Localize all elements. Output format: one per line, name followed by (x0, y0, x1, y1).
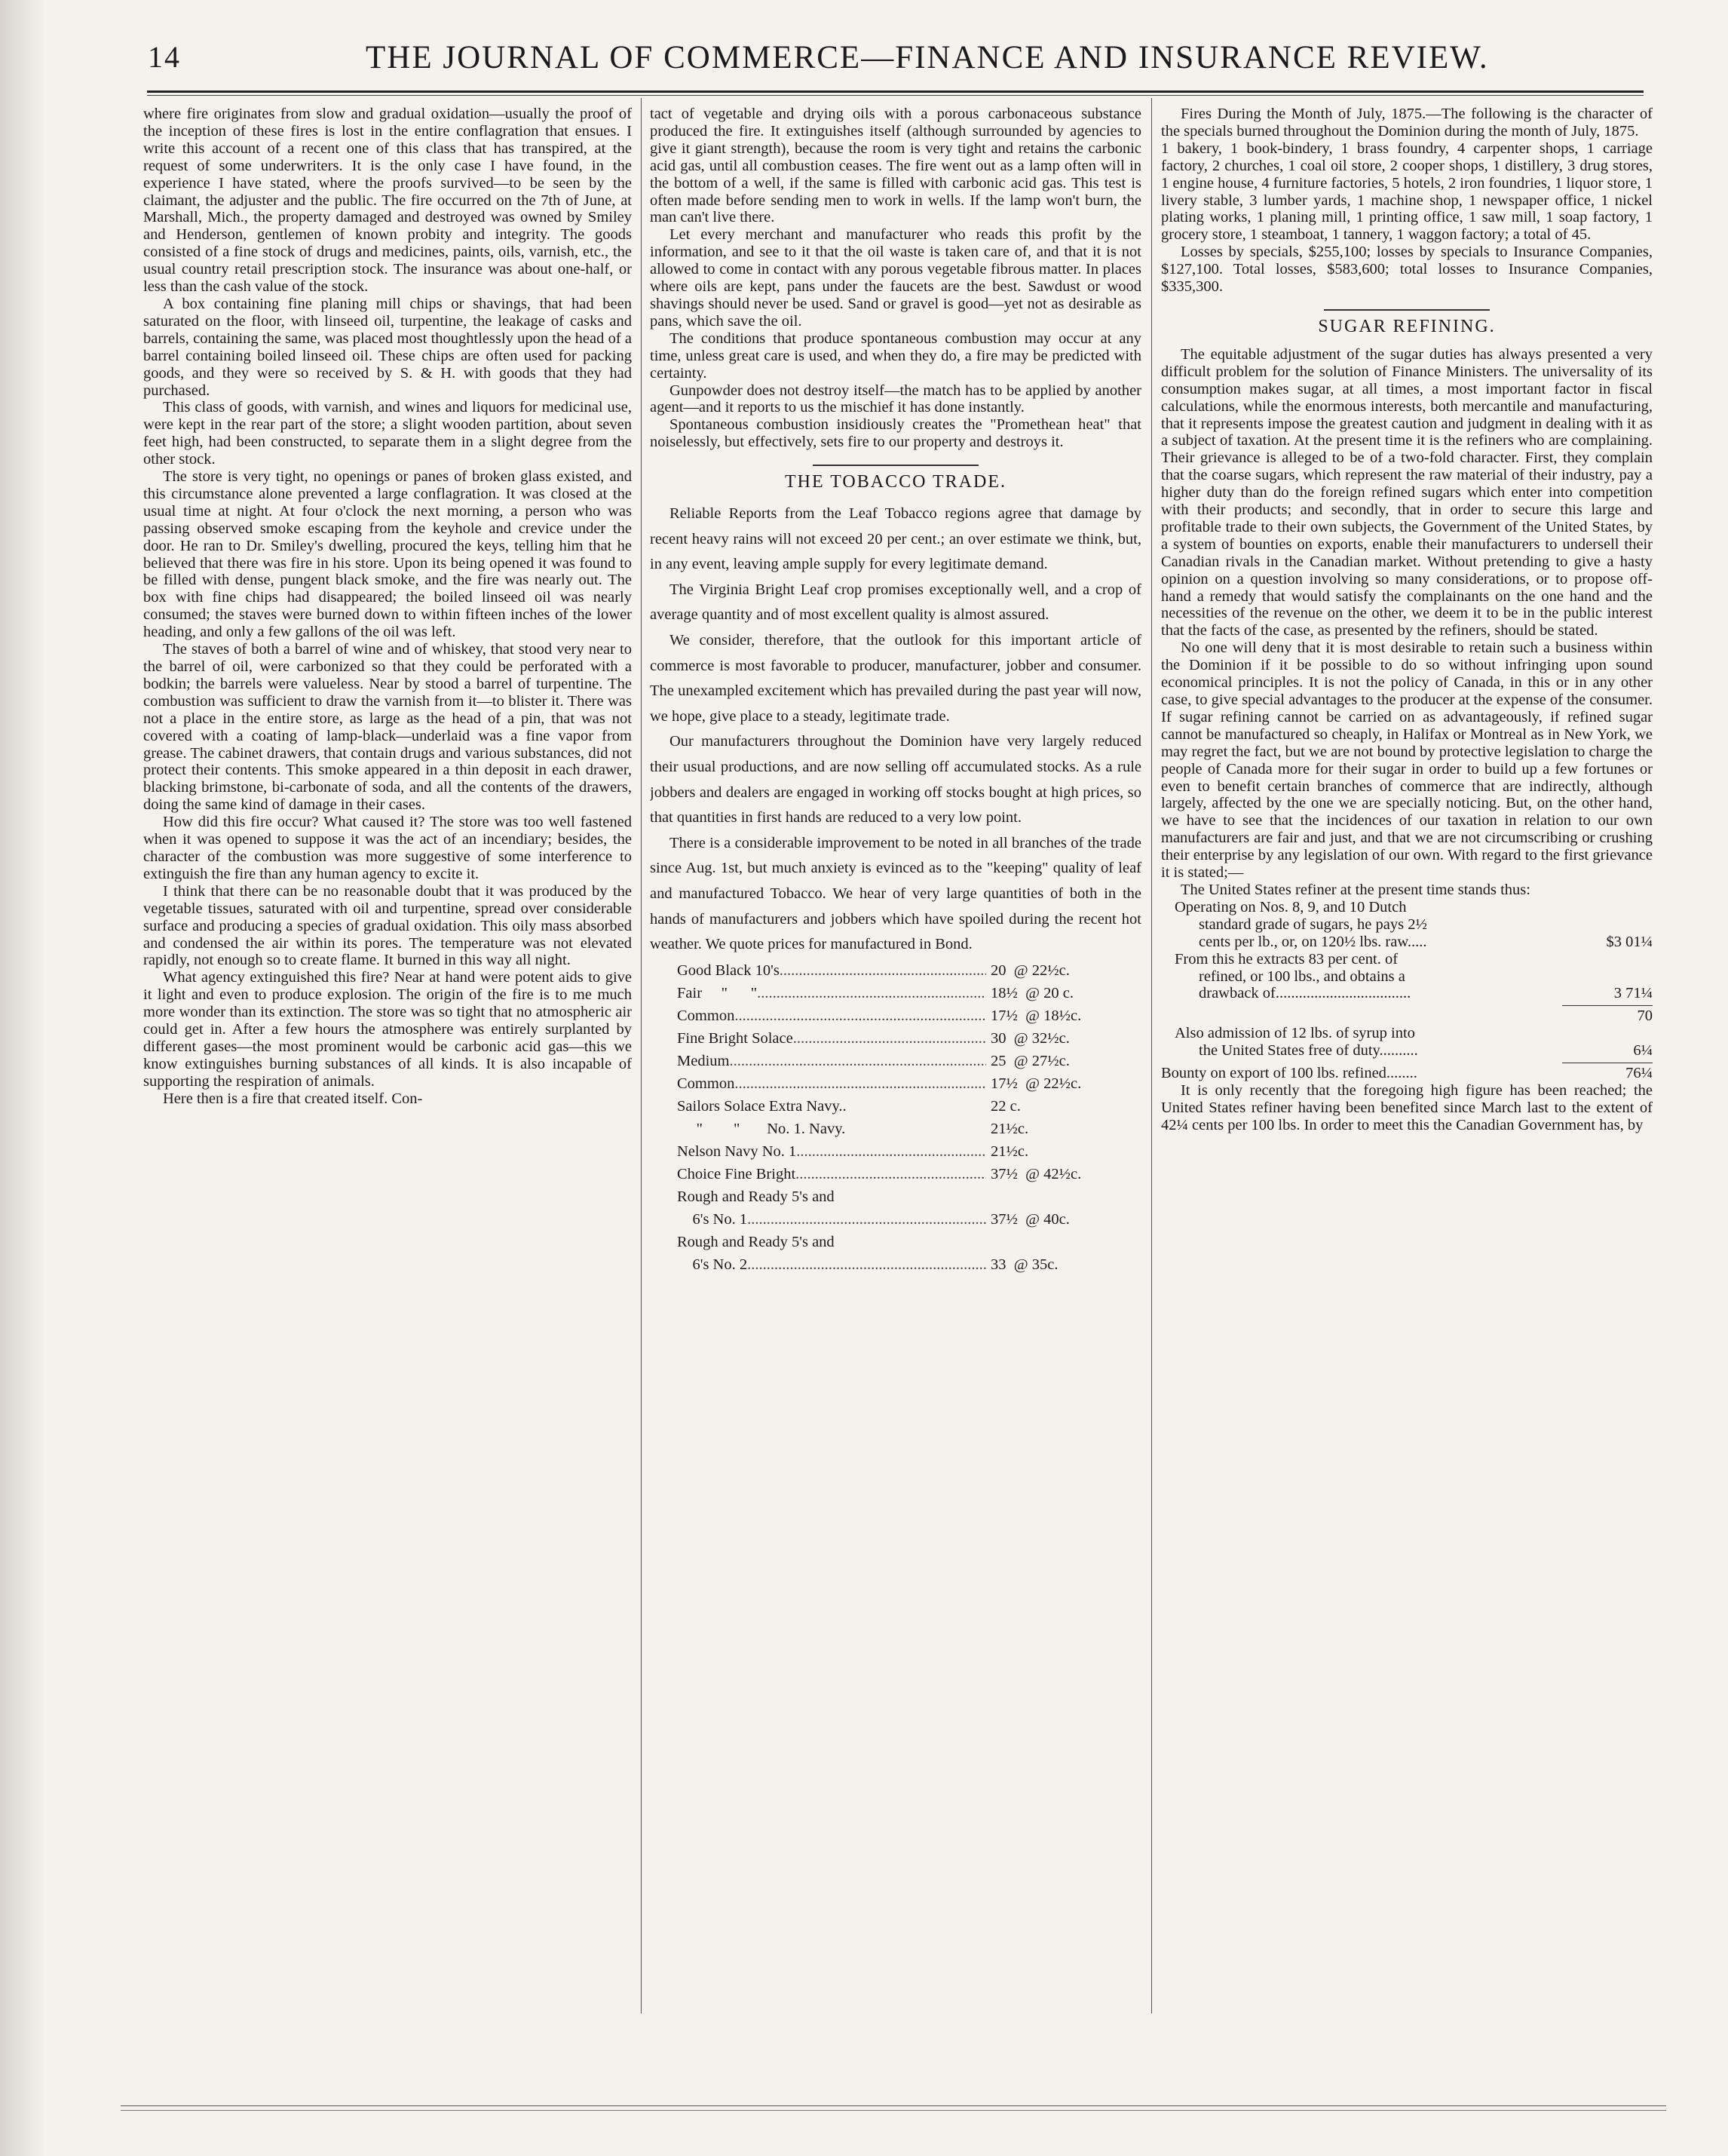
calc-label: Also admission of 12 lbs. of syrup into (1175, 1025, 1415, 1042)
paragraph: We consider, therefore, that the outlook for this important article of commerce is most favorable to producer, manufacturer, jobber and consumer. The unexampled excitement which has prevailed during the past year will now, we hope, give place to a steady, legitimate trade. (650, 632, 1141, 725)
calc-subtotal: 70 (1637, 1007, 1653, 1025)
column-combustion-tobacco (650, 106, 1141, 2006)
calc-label: refined, or 100 lbs., and obtains a (1199, 968, 1405, 985)
paragraph: Spontaneous combustion insidiously creates the "Promethean heat" that noiselessly, but effectively, sets fire to our property and destroys it. (650, 416, 1141, 451)
sum-rule (1562, 1005, 1653, 1006)
leader-dots (793, 1027, 986, 1050)
price-value: 17½ @ 22½c. (991, 1075, 1082, 1092)
paragraph: The equitable adjustment of the sugar duties has always presented a very difficult problem for the solution of Finance Ministers. The universality of its consumption makes sugar, at all times, a most important factor in fiscal calculations, while the enormous interests, both mercantile and manufacturing, that it represents impose the greatest caution and judgment in dealing with it as a subject of taxation. At the present time it is the refiners who are complaining. Their grievance is alleged to be of a two-fold character. First, they complain that the coarse sugars, which represent the raw material of their industry, pay a higher duty than do the foreign refined sugars which enter into competition with their products; and secondly, that in order to secure this large and profitable trade to their own subjects, the Government of the United States, by a system of bounties on exports, enable their manufacturers to undersell their Canadian rivals in the Canadian market. Without pretending to give a hasty opinion on a question involving so many considerations, or to propose off-hand a remedy that would satisfy the complainants on the one hand and the necessities of the revenue on the other, we deem it to be in the public interest that the facts of the case, as presented by the refiners, should be stated. (1161, 345, 1653, 639)
paragraph: The United States refiner at the present time stands thus: (1181, 881, 1530, 898)
price-row (677, 1050, 1141, 1072)
price-row (677, 1163, 1141, 1185)
journal-title: THE JOURNAL OF COMMERCE—FINANCE AND INSURANCE REVIEW. (366, 40, 1489, 75)
calc-label: standard grade of sugars, he pays 2½ (1199, 915, 1427, 933)
price-item: Fine Bright Solace (677, 1029, 793, 1047)
fires-losses: Losses by specials, $255,100; losses by specials to Insurance Companies, $127,100. Total losses, $583,600; total losses to Insurance Companies, $335,300. (1161, 244, 1653, 296)
paragraph: The staves of both a barrel of wine and of whiskey, that stood very near to the barrel of oil, were carbonized so that they could be perforated with a bodkin; the barrels were valueless. Near by stood a barrel of turpentine. The combustion was sufficient to draw the varnish from it—to blister it. There was not a place in the entire store, as large as the head of a pin, that was not covered with a coating of lamp-black—underlaid was a fine vapor from grease. The cabinet drawers, that contain drugs and various substances, did not protect their contents. This smoke appeared in a thin deposit in each drawer, blacking brimstone, bi-carbonate of soda, and all the contents of the drawers, doing the same kind of damage in their cases. (143, 641, 632, 814)
calc-row (1161, 899, 1653, 916)
paragraph: No one will deny that it is most desirable to retain such a business within the Dominion if it be possible to do so without infringing upon sound economical principles. It is not the policy of Canada, in this or in any other case, to give special advantages to the producer at the expense of the consumer. If sugar refining cannot be carried on as advantageously, if refined sugar cannot be manufactured so cheaply, in Halifax or Montreal as in New York, we may regret the fact, but we are not bound by protective legislation to charge the people of Canada more for their sugar in order to build up a few fortunes or even to benefit certain branches of commerce that are indirectly, although largely, affected by the one we are specially noticing. But, on the other hand, we have to see that the incidences of our taxation in relation to our own manufacturers are fair and just, and that we are not circumscribing or crushing their enterprise by any legislation of our own. With regard to the first grievance it is stated;— (1161, 639, 1653, 882)
tobacco-article (650, 501, 1141, 958)
tobacco-heading: THE TOBACCO TRADE. (784, 472, 1007, 492)
price-row (677, 1118, 1141, 1140)
paragraph: Let every merchant and manufacturer who reads this profit by the information, and see to it that the oil waste is taken care of, and that it is not allowed to come in contact with any porous vegetable fibrous matter. In places where oils are kept, pans under the faucets are the best. Sawdust or wood shavings should never be used. Sand or gravel is good—yet not as desirable as pans, which save the oil. (650, 226, 1141, 330)
price-item: Common (677, 1075, 735, 1092)
leader-dots (747, 1208, 986, 1231)
price-value: 30 @ 32½c. (991, 1029, 1070, 1047)
fires-intro: Fires During the Month of July, 1875.—The following is the character of the specials burned throughout the Dominion during the month of July, 1875. (1161, 106, 1653, 140)
header-rule-thin (147, 95, 1644, 96)
paragraph: It is only recently that the foregoing high figure has been reached; the United States refiner having been benefited since March last to the extent of 42¼ cents per 100 lbs. In order to meet this the Canadian Government has, by (1161, 1081, 1653, 1133)
price-item: Fair " " (677, 984, 758, 1001)
price-value (986, 1231, 1141, 1253)
calc-label: drawback of................................... (1199, 985, 1411, 1002)
calc-row (1161, 916, 1653, 934)
price-value: 37½ @ 40c. (991, 1210, 1070, 1228)
fires-list: 1 bakery, 1 book-bindery, 1 brass foundry, 4 carpenter shops, 1 carriage factory, 2 churches, 1 coal oil store, 2 cooper shops, 1 distillery, 3 drug stores, 1 engine house, 4 furniture factories, 5 hotels, 2 iron foundries, 1 liquor store, 1 livery stable, 3 lumber yards, 1 machine shop, 1 newspaper office, 1 nickel plating works, 1 planing mill, 1 printing office, 1 saw mill, 1 soap factory, 1 grocery store, 1 steamboat, 1 tannery, 1 waggon factory; a total of 45. (1161, 140, 1653, 244)
price-value: 25 @ 27½c. (991, 1052, 1070, 1069)
paragraph: The Virginia Bright Leaf crop promises exceptionally well, and a crop of average quantity and of most excellent quality is almost assured. (650, 581, 1141, 624)
leader-dots (747, 1253, 986, 1276)
price-value: 33 @ 35c. (991, 1256, 1059, 1273)
price-row (677, 1072, 1141, 1095)
price-value: 18½ @ 20 c. (991, 984, 1074, 1001)
price-item: 6's No. 2 (677, 1256, 748, 1273)
paragraph: A box containing fine planing mill chips or shavings, that had been saturated on the floor, with linseed oil, turpentine, the leakage of casks and barrels, containing the same, was placed most thoughtlessly upon the head of a barrel containing boiled linseed oil. These chips are often used for packing goods, and they were so received by S. & H. with goods that they had purchased. (143, 295, 632, 399)
section-rule (813, 465, 979, 466)
paragraph: Gunpowder does not destroy itself—the match has to be applied by another agent—and it reports to us the mischief it has done instantly. (650, 382, 1141, 416)
calc-label: From this he extracts 83 per cent. of (1175, 950, 1399, 968)
footer-rule (121, 2105, 1666, 2106)
leader-dots (795, 1163, 986, 1185)
calc-row (1161, 951, 1653, 968)
column-fires-sugar (1161, 106, 1653, 2006)
bounty-row (1161, 1065, 1653, 1082)
price-value (986, 1185, 1141, 1208)
price-item: Good Black 10's (677, 961, 780, 979)
scan-margin (0, 0, 45, 2156)
column-fire-article (143, 106, 632, 2006)
price-row (677, 1208, 1141, 1231)
leader-dots (757, 982, 986, 1004)
paragraph: This class of goods, with varnish, and wines and liquors for medicinal use, were kept in the rear part of the store; a slight wooden partition, about seven feet high, had been constructed, to separate them in a slight degree from the other stock. (143, 399, 632, 468)
tobacco-price-list (677, 959, 1141, 1276)
price-row (677, 959, 1141, 982)
price-row (677, 982, 1141, 1004)
calc-amount: 6¼ (1633, 1042, 1653, 1060)
price-item: Common (677, 1007, 735, 1024)
calc-subtotal-row (1161, 1007, 1653, 1025)
calc-row (1161, 985, 1653, 1002)
leader-dots (734, 1004, 986, 1027)
bounty-amount: 76¼ (1625, 1065, 1653, 1082)
price-value: 21½c. (991, 1120, 1029, 1137)
price-row (677, 1231, 1141, 1253)
calc-amount (1585, 899, 1653, 916)
paragraph: Reliable Reports from the Leaf Tobacco regions agree that damage by recent heavy rains will not exceed 20 per cent.; an over estimate we think, but, in any event, leaving ample supply for every legitimate demand. (650, 505, 1141, 573)
calc-row (1161, 1025, 1653, 1042)
calc-amount (1585, 951, 1653, 968)
calc-label: cents per lb., or, on 120½ lbs. raw..... (1199, 933, 1427, 950)
header-rule (147, 90, 1644, 93)
page-header (136, 39, 1644, 84)
price-item: Sailors Solace Extra Navy.. (677, 1097, 847, 1115)
calc-row (1161, 934, 1653, 951)
price-row (677, 1185, 1141, 1208)
paragraph: The conditions that produce spontaneous combustion may occur at any time, unless great care is used, and when they do, a fire may be predicted with certainty. (650, 330, 1141, 382)
price-value: 20 @ 22½c. (991, 961, 1070, 979)
calc-row (1161, 1042, 1653, 1060)
syrup-calculation (1161, 1025, 1653, 1060)
paragraph: where fire originates from slow and gradual oxidation—usually the proof of the inception of these fires is lost in the entire conflagration that ensues. I write this account of a recent one of this class that has transpired, at the request of some underwriters. It is the only case I have found, in the experience I have stated, where the proofs survived—to be seen by the claimant, the adjuster and the public. The fire occurred on the 7th of June, at Marshall, Mich., the property damaged and destroyed was owned by Smiley and Henderson, gentlemen of known probity and integrity. The goods consisted of a fine stock of drugs and medicines, paints, oils, varnish, etc., the usual country retail prescription stock. The insurance was about one-half, or less than the cash value of the stock. (143, 106, 632, 296)
price-row (677, 1027, 1141, 1050)
calc-amount (1585, 916, 1653, 934)
column-divider-2 (1151, 98, 1152, 2013)
paragraph: I think that there can be no reasonable doubt that it was produced by the vegetable tissues, saturated with oil and turpentine, spread over considerable surface and producing a species of gradual oxidation. This oily mass absorbed and condensed the air within its pores. The temperature was not elevated rapidly, not enough so to create flame. It burned in this way all night. (143, 882, 632, 969)
bounty-label: Bounty on export of 100 lbs. refined........ (1161, 1065, 1417, 1082)
paragraph: tact of vegetable and drying oils with a porous carbonaceous substance produced the fire. It extinguishes itself (although surrounded by agencies to give it giant strength), because the room is very tight and retains the carbonic acid gas, until all combustion ceases. The fire went out as a lamp often will in the bottom of a well, if the same is filled with carbonic acid gas. This test is often made before sending men to work in wells. If the lamp won't burn, the man can't live there. (650, 106, 1141, 226)
price-value: 17½ @ 18½c. (991, 1007, 1082, 1024)
price-value: 22 c. (991, 1097, 1021, 1115)
price-row (677, 1253, 1141, 1276)
paragraph: The store is very tight, no openings or panes of broken glass existed, and this circumstance alone prevented a large conflagration. It was closed at the usual time at night. At four o'clock the next morning, a person who was passing observed smoke escaping from the keyhole and crevice under the door. He ran to Dr. Smiley's dwelling, procured the keys, telling him that he believed that there was fire in his store. Upon its being opened it was found to be filled with dense, pungent black smoke, and the fire was nearly out. The box with fine chips had disappeared; the boiled linseed oil was nearly consumed; the staves were burned down to within fifteen inches of the lower heading, and only a few gallons of the oil was left. (143, 468, 632, 641)
calc-amount: $3 01¼ (1606, 933, 1653, 950)
section-rule (1324, 309, 1490, 311)
column-divider-1 (641, 98, 642, 2013)
price-item: Rough and Ready 5's and (677, 1188, 835, 1205)
footer-rule-thin (121, 2110, 1666, 2111)
leader-dots (729, 1050, 986, 1072)
page-number: 14 (148, 40, 181, 74)
paragraph: What agency extinguished this fire? Near at hand were potent aids to give it light and even to produce explosion. The origin of the fire is to me much more wonder than its extinction. The store was so tight that no atmospheric air could get in. After a few hours the atmosphere was entirely surplanted by different gases—the most prominent would be carbonic acid gas—this we know extinguishes burning substances of all kinds. It is also incapable of supporting the respiration of animals. (143, 969, 632, 1090)
price-item: " " No. 1. Navy. (677, 1120, 846, 1137)
leader-dots (780, 959, 986, 982)
refiner-calculation (1161, 899, 1653, 1002)
calc-label: the United States free of duty.......... (1199, 1042, 1418, 1060)
price-value: 21½c. (991, 1142, 1029, 1160)
calc-amount (1585, 968, 1653, 986)
paragraph: Here then is a fire that created itself. Con- (163, 1090, 423, 1107)
paragraph: How did this fire occur? What caused it? The store was too well fastened when it was opened to suppose it was the act of an incendiary; besides, the character of the combustion was more suggestive of some interference to extinguish the fire than any human agency to excite it. (143, 814, 632, 882)
calc-label: Operating on Nos. 8, 9, and 10 Dutch (1175, 898, 1407, 915)
price-item: 6's No. 1 (677, 1210, 748, 1228)
price-row (677, 1140, 1141, 1163)
leader-dots (734, 1072, 986, 1095)
price-item: Rough and Ready 5's and (677, 1233, 835, 1250)
price-item: Medium (677, 1052, 730, 1069)
price-item: Nelson Navy No. 1 (677, 1142, 797, 1160)
price-row (677, 1004, 1141, 1027)
calc-amount: 3 71¼ (1613, 985, 1653, 1002)
price-row (677, 1095, 1141, 1118)
price-value: 37½ @ 42½c. (991, 1165, 1082, 1182)
sugar-heading: SUGAR REFINING. (1318, 316, 1496, 336)
paragraph: Our manufacturers throughout the Dominion have very largely reduced their usual productions, and are now selling off accumulated stocks. As a rule jobbers and dealers are engaged in working off stocks bought at high prices, so that quantities in first hands are reduced to a very low point. (650, 733, 1141, 827)
calc-row (1161, 968, 1653, 986)
leader-dots (796, 1140, 986, 1163)
price-item: Choice Fine Bright (677, 1165, 796, 1182)
paragraph: There is a considerable improvement to be noted in all branches of the trade since Aug. 1st, but much anxiety is evinced as to the "keeping" quality of leaf and manufactured Tobacco. We hear of very large quantities of both in the hands of manufacturers and jobbers which have spoiled during the recent hot weather. We quote prices for manufactured in Bond. (650, 834, 1141, 953)
calc-amount (1585, 1025, 1653, 1042)
